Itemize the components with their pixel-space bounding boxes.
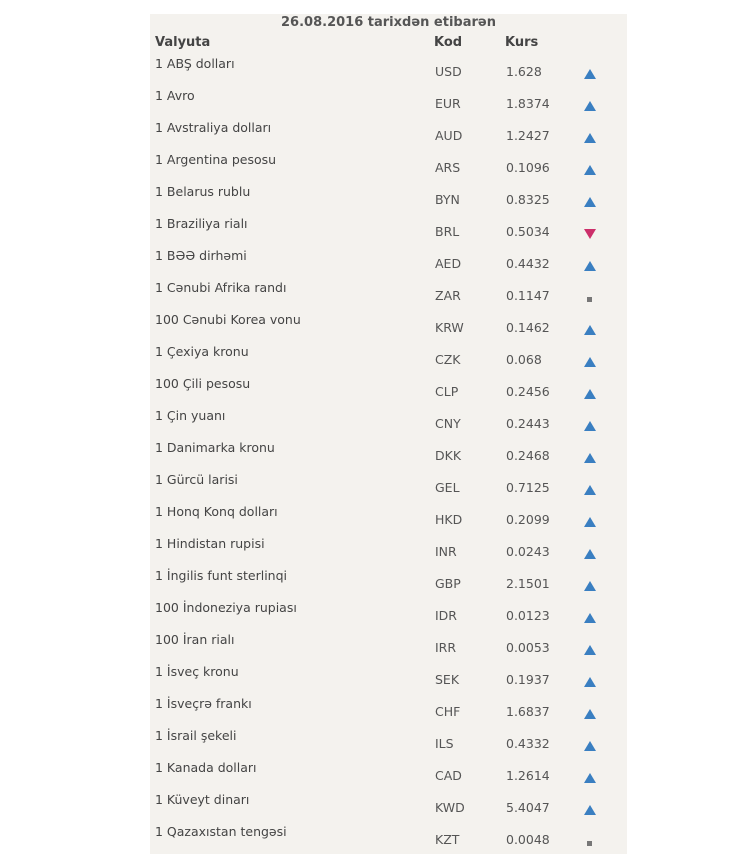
trend-up-icon — [584, 164, 598, 176]
currency-code: CAD — [435, 768, 462, 783]
currency-name: 1 Gürcü larisi — [155, 472, 238, 487]
currency-code: ARS — [435, 160, 461, 175]
currency-name: 1 Belarus rublu — [155, 184, 251, 199]
exchange-rate: 0.1096 — [506, 160, 550, 175]
currency-code: GEL — [435, 480, 460, 495]
table-row — [150, 822, 627, 854]
table-row — [150, 150, 627, 182]
currency-name: 1 İsrail şekeli — [155, 728, 237, 743]
exchange-rate: 0.1462 — [506, 320, 550, 335]
exchange-rate: 0.2468 — [506, 448, 550, 463]
exchange-rate: 1.2427 — [506, 128, 550, 143]
currency-code: BYN — [435, 192, 460, 207]
currency-name: 1 Cənubi Afrika randı — [155, 280, 287, 295]
arrow-up-icon — [584, 613, 596, 623]
table-row — [150, 470, 627, 502]
trend-up-icon — [584, 644, 598, 656]
table-row — [150, 374, 627, 406]
arrow-up-icon — [584, 741, 596, 751]
trend-unchanged-icon — [584, 292, 598, 304]
currency-code: ZAR — [435, 288, 461, 303]
currency-name: 100 İran rialı — [155, 632, 235, 647]
arrow-up-icon — [584, 325, 596, 335]
currency-code: CNY — [435, 416, 461, 431]
currency-code: EUR — [435, 96, 461, 111]
table-header — [150, 34, 627, 52]
table-row — [150, 726, 627, 758]
currency-name: 1 Çin yuanı — [155, 408, 226, 423]
arrow-up-icon — [584, 197, 596, 207]
trend-up-icon — [584, 388, 598, 400]
trend-up-icon — [584, 676, 598, 688]
arrow-up-icon — [584, 549, 596, 559]
arrow-up-icon — [584, 357, 596, 367]
arrow-up-icon — [584, 69, 596, 79]
exchange-rate: 2.1501 — [506, 576, 550, 591]
currency-name: 1 BƏƏ dirhəmi — [155, 248, 247, 263]
table-row — [150, 694, 627, 726]
currency-code: GBP — [435, 576, 461, 591]
exchange-rate: 0.1937 — [506, 672, 550, 687]
currency-name: 1 Avstraliya dolları — [155, 120, 272, 135]
square-icon — [587, 297, 592, 302]
exchange-rate: 1.628 — [506, 64, 542, 79]
currency-code: AED — [435, 256, 462, 271]
exchange-rate: 1.8374 — [506, 96, 550, 111]
table-row — [150, 630, 627, 662]
exchange-rate: 0.0243 — [506, 544, 550, 559]
trend-up-icon — [584, 612, 598, 624]
table-row — [150, 438, 627, 470]
exchange-rate: 0.0123 — [506, 608, 550, 623]
currency-code: HKD — [435, 512, 463, 527]
table-row — [150, 310, 627, 342]
page-title: 26.08.2016 tarixdən etibarən — [281, 15, 496, 30]
currency-code: KWD — [435, 800, 465, 815]
arrow-up-icon — [584, 453, 596, 463]
currency-name: 1 Honq Konq dolları — [155, 504, 278, 519]
table-row — [150, 534, 627, 566]
currency-name: 1 İsveç kronu — [155, 664, 239, 679]
arrow-up-icon — [584, 805, 596, 815]
exchange-rate: 0.4432 — [506, 256, 550, 271]
currency-table — [150, 54, 627, 854]
arrow-up-icon — [584, 389, 596, 399]
table-row — [150, 86, 627, 118]
currency-code: BRL — [435, 224, 460, 239]
trend-up-icon — [584, 708, 598, 720]
currency-name: 1 İngilis funt sterlinqi — [155, 568, 288, 583]
arrow-up-icon — [584, 165, 596, 175]
currency-code: CZK — [435, 352, 461, 367]
arrow-up-icon — [584, 773, 596, 783]
table-row — [150, 758, 627, 790]
table-row — [150, 566, 627, 598]
currency-name: 1 Qazaxıstan tengəsi — [155, 824, 287, 839]
currency-code: CLP — [435, 384, 459, 399]
trend-up-icon — [584, 356, 598, 368]
arrow-up-icon — [584, 645, 596, 655]
arrow-up-icon — [584, 101, 596, 111]
trend-up-icon — [584, 772, 598, 784]
table-row — [150, 54, 627, 86]
trend-up-icon — [584, 100, 598, 112]
exchange-rate: 0.068 — [506, 352, 542, 367]
currency-name: 1 Argentina pesosu — [155, 152, 277, 167]
currency-name: 100 Çili pesosu — [155, 376, 251, 391]
trend-up-icon — [584, 452, 598, 464]
header-currency: Valyuta — [155, 35, 211, 50]
table-row — [150, 662, 627, 694]
exchange-rate: 1.6837 — [506, 704, 550, 719]
table-row — [150, 182, 627, 214]
trend-up-icon — [584, 132, 598, 144]
currency-name: 1 İsveçrə frankı — [155, 696, 252, 711]
trend-up-icon — [584, 484, 598, 496]
arrow-up-icon — [584, 517, 596, 527]
trend-up-icon — [584, 68, 598, 80]
trend-up-icon — [584, 420, 598, 432]
currency-code: KRW — [435, 320, 464, 335]
table-row — [150, 278, 627, 310]
trend-down-icon — [584, 228, 598, 240]
table-row — [150, 246, 627, 278]
currency-code: ILS — [435, 736, 454, 751]
table-row — [150, 406, 627, 438]
exchange-rate: 0.0048 — [506, 832, 550, 847]
exchange-rate: 0.0053 — [506, 640, 550, 655]
arrow-up-icon — [584, 133, 596, 143]
trend-up-icon — [584, 260, 598, 272]
arrow-up-icon — [584, 485, 596, 495]
arrow-up-icon — [584, 677, 596, 687]
arrow-down-icon — [584, 229, 596, 239]
exchange-rate: 0.4332 — [506, 736, 550, 751]
currency-name: 1 Braziliya rialı — [155, 216, 248, 231]
currency-code: AUD — [435, 128, 463, 143]
table-row — [150, 342, 627, 374]
currency-code: CHF — [435, 704, 461, 719]
currency-code: KZT — [435, 832, 460, 847]
arrow-up-icon — [584, 709, 596, 719]
currency-name: 100 İndoneziya rupiası — [155, 600, 297, 615]
exchange-rate: 0.8325 — [506, 192, 550, 207]
trend-up-icon — [584, 548, 598, 560]
exchange-rate: 0.2443 — [506, 416, 550, 431]
table-row — [150, 214, 627, 246]
arrow-up-icon — [584, 421, 596, 431]
trend-up-icon — [584, 324, 598, 336]
currency-name: 1 Kanada dolları — [155, 760, 257, 775]
header-rate: Kurs — [505, 35, 539, 50]
currency-code: SEK — [435, 672, 460, 687]
exchange-rate: 0.1147 — [506, 288, 550, 303]
trend-unchanged-icon — [584, 836, 598, 848]
square-icon — [587, 841, 592, 846]
table-row — [150, 502, 627, 534]
exchange-rate: 0.5034 — [506, 224, 550, 239]
table-row — [150, 118, 627, 150]
exchange-rate: 0.2099 — [506, 512, 550, 527]
trend-up-icon — [584, 740, 598, 752]
exchange-rate: 1.2614 — [506, 768, 550, 783]
exchange-rate: 5.4047 — [506, 800, 550, 815]
currency-code: DKK — [435, 448, 462, 463]
currency-name: 1 Çexiya kronu — [155, 344, 249, 359]
currency-name: 1 Avro — [155, 88, 195, 103]
currency-name: 1 Danimarka kronu — [155, 440, 275, 455]
currency-code: IDR — [435, 608, 457, 623]
arrow-up-icon — [584, 581, 596, 591]
currency-name: 1 Küveyt dinarı — [155, 792, 250, 807]
arrow-up-icon — [584, 261, 596, 271]
exchange-rate: 0.7125 — [506, 480, 550, 495]
currency-code: USD — [435, 64, 462, 79]
currency-name: 1 ABŞ dolları — [155, 56, 235, 71]
table-row — [150, 598, 627, 630]
trend-up-icon — [584, 580, 598, 592]
exchange-rate: 0.2456 — [506, 384, 550, 399]
currency-name: 1 Hindistan rupisi — [155, 536, 265, 551]
trend-up-icon — [584, 516, 598, 528]
trend-up-icon — [584, 196, 598, 208]
trend-up-icon — [584, 804, 598, 816]
currency-rates-panel — [150, 14, 627, 854]
header-code: Kod — [434, 35, 463, 50]
table-row — [150, 790, 627, 822]
currency-code: INR — [435, 544, 457, 559]
currency-name: 100 Cənubi Korea vonu — [155, 312, 301, 327]
currency-code: IRR — [435, 640, 457, 655]
